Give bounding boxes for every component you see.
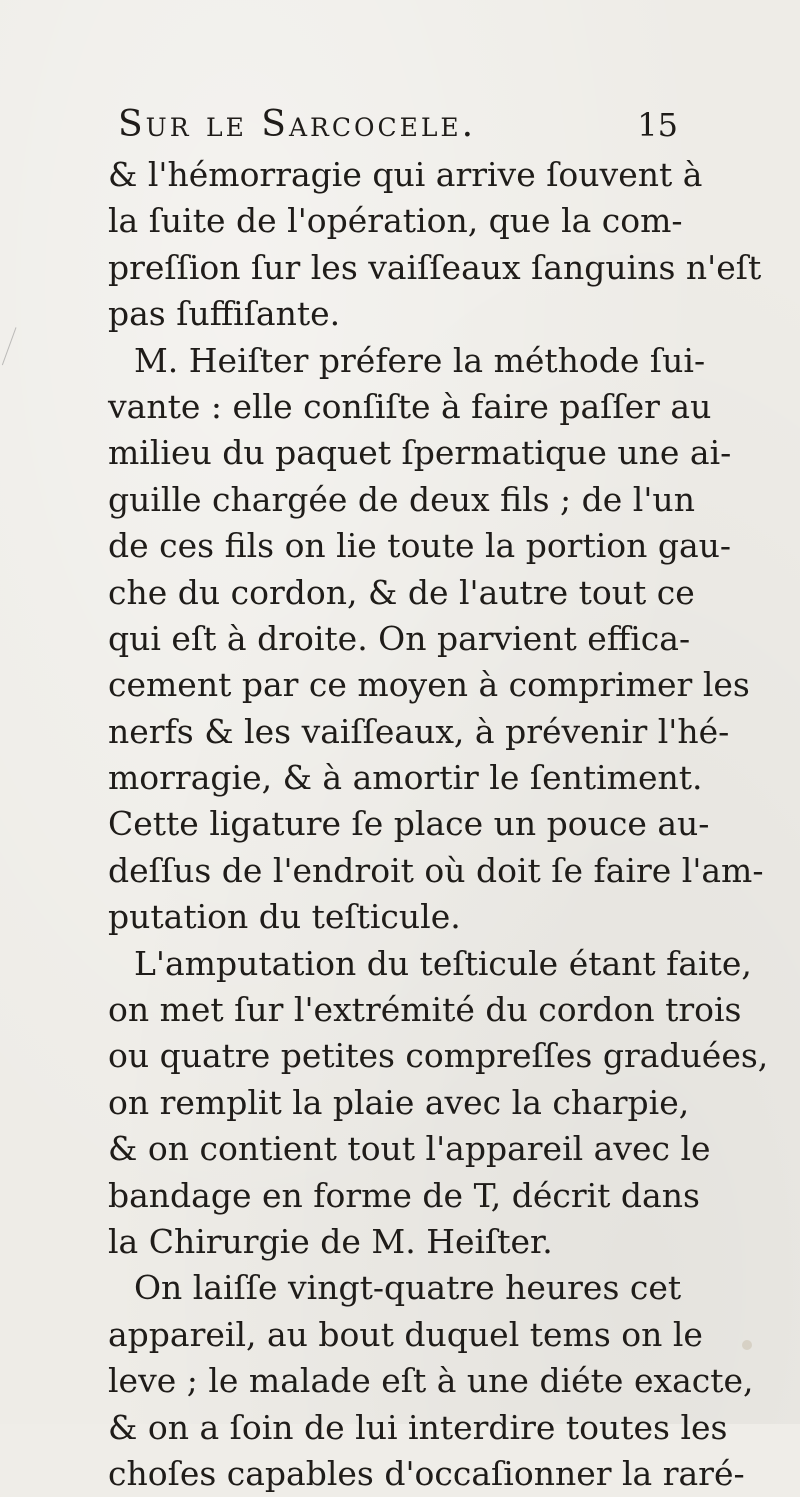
text-line: Cette ligature ſe place un pouce au- [108, 804, 710, 844]
text-line: pas ſuffiſante. [108, 294, 341, 334]
text-line: qui eſt à droite. On parvient effica- [108, 618, 691, 658]
text-line: M. Heiſter préfere la méthode ſui- [134, 340, 706, 380]
page-number: 15 [637, 106, 678, 144]
text-line: putation du teſticule. [108, 897, 461, 937]
text-line: bandage en forme de T, décrit dans [108, 1175, 700, 1215]
text-line: on remplit la plaie avec la charpie, [108, 1082, 690, 1122]
text-line: che du cordon, & de l'autre tout ce [108, 572, 695, 612]
text-line: milieu du paquet ſpermatique une ai- [108, 433, 732, 473]
text-line: ou quatre petites compreſſes graduées, [108, 1036, 769, 1076]
text-line: choſes capables d'occaſionner la raré- [108, 1453, 745, 1493]
margin-ink-mark [2, 327, 37, 372]
text-line: nerfs & les vaiſſeaux, à prévenir l'hé- [108, 711, 730, 751]
text-line: vante : elle conſiſte à faire paſſer au [108, 386, 712, 426]
text-line: de ces fils on lie toute la portion gau- [108, 526, 732, 566]
text-line: & on a ſoin de lui interdire toutes les [108, 1407, 728, 1447]
running-title: Sur le Sarcocele. [118, 104, 477, 145]
text-line: leve ; le malade eſt à une diéte exacte, [108, 1361, 754, 1401]
text-line: preſſion ſur les vaiſſeaux ſanguins n'eſt [108, 247, 762, 287]
running-head [118, 100, 678, 150]
text-line: & on contient tout l'appareil avec le [108, 1129, 711, 1169]
text-line: appareil, au bout duquel tems on le [108, 1314, 703, 1354]
text-line: deſſus de l'endroit où doit ſe faire l'am- [108, 850, 764, 890]
text-line: L'amputation du teſticule étant faite, [134, 943, 752, 983]
text-line: On laiſſe vingt-quatre heures cet [134, 1268, 682, 1308]
text-line: cement par ce moyen à comprimer les [108, 665, 750, 705]
text-line: morragie, & à amortir le ſentiment. [108, 758, 703, 798]
body-text [108, 152, 769, 1497]
paper-speck [742, 1340, 752, 1350]
text-line: la ſuite de l'opération, que la com- [108, 201, 683, 241]
text-line: la Chirurgie de M. Heiſter. [108, 1221, 553, 1261]
text-line: guille chargée de deux fils ; de l'un [108, 479, 695, 519]
text-line: on met ſur l'extrémité du cordon trois [108, 990, 742, 1030]
text-line: & l'hémorragie qui arrive ſouvent à [108, 155, 703, 194]
